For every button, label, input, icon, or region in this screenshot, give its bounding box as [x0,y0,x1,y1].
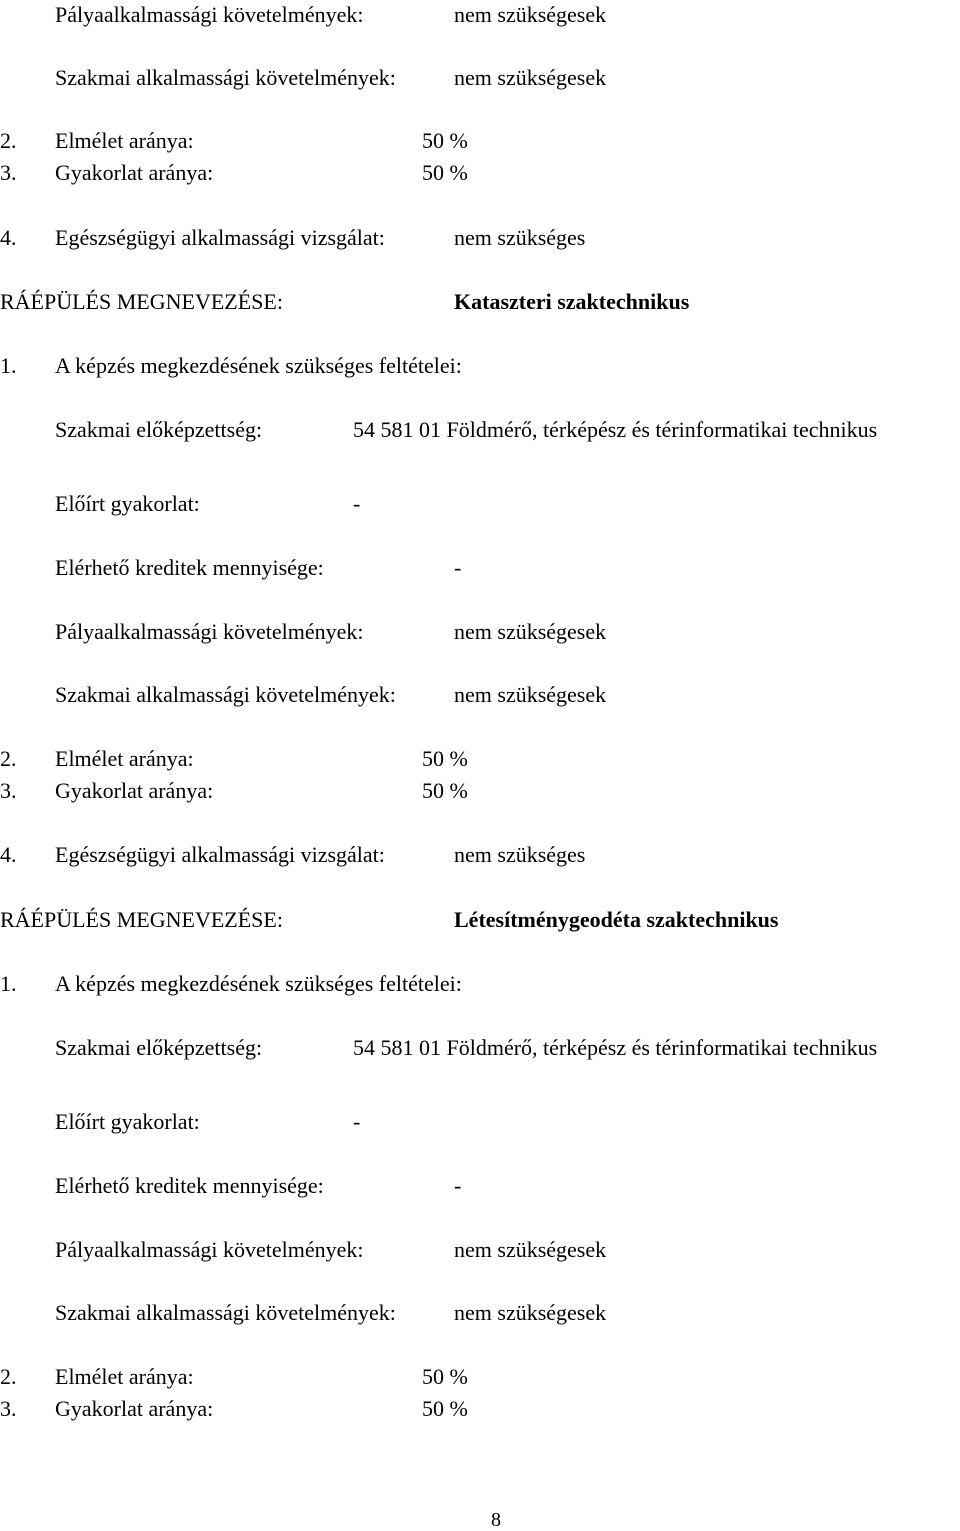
palya-label: Pályaalkalmassági követelmények: [55,2,364,27]
szakmai-alkalmassag-label: Szakmai alkalmassági követelmények: [55,65,396,90]
szakmai-alkalmassag-value: nem szükségesek [454,1300,607,1325]
palya-label: Pályaalkalmassági követelmények: [55,1237,364,1262]
page-number: 8 [491,1509,501,1531]
elmelet-number: 2. [0,746,17,771]
egeszseg-label: Egészségügyi alkalmassági vizsgálat: [55,225,385,250]
szakmai-alkalmassag-label: Szakmai alkalmassági követelmények: [55,1300,396,1325]
gyakorlat-value: 50 % [422,1396,468,1421]
elokepzettseg-value: 54 581 01 Földmérő, térképész és térinformatikai technikus [353,417,878,442]
egeszseg-value: nem szükséges [454,225,586,250]
elokepzettseg-label: Szakmai előképzettség: [55,417,263,442]
gyakorlat-number: 3. [0,160,17,185]
szakmai-alkalmassag-value: nem szükségesek [454,65,607,90]
eloirt-gyakorlat-value: - [353,1109,361,1134]
egeszseg-number: 4. [0,842,17,867]
elokepzettseg-value: 54 581 01 Földmérő, térképész és térinformatikai technikus [353,1035,878,1060]
elmelet-value: 50 % [422,746,468,771]
elmelet-number: 2. [0,1364,17,1389]
feltetelek-number: 1. [0,353,17,378]
szakmai-alkalmassag-label: Szakmai alkalmassági követelmények: [55,682,396,707]
gyakorlat-value: 50 % [422,778,468,803]
gyakorlat-label: Gyakorlat aránya: [55,160,214,185]
elmelet-value: 50 % [422,128,468,153]
section-heading-label: RÁÉPÜLÉS MEGNEVEZÉSE: [0,289,283,314]
egeszseg-label: Egészségügyi alkalmassági vizsgálat: [55,842,385,867]
elmelet-label: Elmélet aránya: [55,128,194,153]
kredit-label: Elérhető kreditek mennyisége: [55,555,324,580]
kredit-value: - [454,1173,462,1198]
gyakorlat-label: Gyakorlat aránya: [55,1396,214,1421]
elmelet-label: Elmélet aránya: [55,1364,194,1389]
section-heading-value: Létesítménygeodéta szaktechnikus [454,907,779,932]
feltetelek-number: 1. [0,971,17,996]
palya-value: nem szükségesek [454,619,607,644]
elokepzettseg-label: Szakmai előképzettség: [55,1035,263,1060]
elmelet-label: Elmélet aránya: [55,746,194,771]
gyakorlat-label: Gyakorlat aránya: [55,778,214,803]
palya-label: Pályaalkalmassági követelmények: [55,619,364,644]
gyakorlat-number: 3. [0,778,17,803]
feltetelek-label: A képzés megkezdésének szükséges feltételei: [55,353,462,378]
szakmai-alkalmassag-value: nem szükségesek [454,682,607,707]
egeszseg-value: nem szükséges [454,842,586,867]
feltetelek-label: A képzés megkezdésének szükséges feltételei: [55,971,462,996]
gyakorlat-number: 3. [0,1396,17,1421]
egeszseg-number: 4. [0,225,17,250]
eloirt-gyakorlat-value: - [353,491,361,516]
eloirt-gyakorlat-label: Előírt gyakorlat: [55,1109,200,1134]
section-heading-value: Kataszteri szaktechnikus [454,289,690,314]
gyakorlat-value: 50 % [422,160,468,185]
palya-value: nem szükségesek [454,1237,607,1262]
kredit-label: Elérhető kreditek mennyisége: [55,1173,324,1198]
kredit-value: - [454,555,462,580]
eloirt-gyakorlat-label: Előírt gyakorlat: [55,491,200,516]
elmelet-value: 50 % [422,1364,468,1389]
palya-value: nem szükségesek [454,2,607,27]
elmelet-number: 2. [0,128,17,153]
section-heading-label: RÁÉPÜLÉS MEGNEVEZÉSE: [0,907,283,932]
